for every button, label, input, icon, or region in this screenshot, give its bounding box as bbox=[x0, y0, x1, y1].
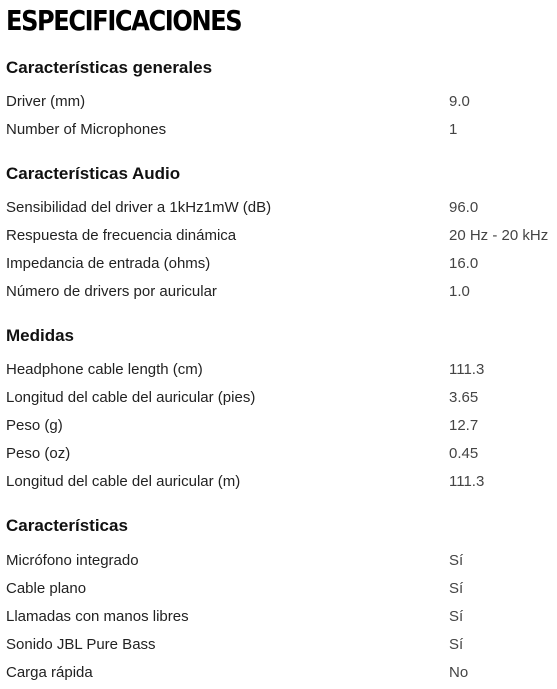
spec-row bbox=[6, 472, 557, 492]
spec-label: Headphone cable length (cm) bbox=[6, 361, 203, 378]
spec-label: Peso (oz) bbox=[6, 445, 71, 462]
spec-value: No bbox=[449, 664, 469, 681]
spec-row bbox=[6, 92, 557, 112]
spec-value: Sí bbox=[449, 580, 464, 597]
spec-value: 111.3 bbox=[449, 473, 485, 490]
spec-value: 16.0 bbox=[449, 255, 479, 272]
spec-row bbox=[6, 282, 557, 302]
spec-row bbox=[6, 120, 557, 140]
spec-row bbox=[6, 254, 557, 274]
spec-value: Sí bbox=[449, 636, 464, 653]
spec-row bbox=[6, 226, 557, 246]
spec-row bbox=[6, 607, 557, 627]
spec-value: 0.45 bbox=[449, 445, 479, 462]
spec-row bbox=[6, 444, 557, 464]
spec-label: Impedancia de entrada (ohms) bbox=[6, 255, 211, 272]
spec-row bbox=[6, 360, 557, 380]
section-heading-features: Características bbox=[6, 516, 128, 535]
spec-label: Respuesta de frecuencia dinámica bbox=[6, 227, 237, 244]
spec-row bbox=[6, 198, 557, 218]
spec-value: Sí bbox=[449, 608, 464, 625]
spec-label: Micrófono integrado bbox=[6, 552, 139, 569]
spec-row bbox=[6, 551, 557, 571]
section-heading-audio: Características Audio bbox=[6, 164, 181, 183]
spec-label: Número de drivers por auricular bbox=[6, 283, 217, 300]
spec-row bbox=[6, 635, 557, 655]
spec-value: 1 bbox=[449, 121, 458, 138]
spec-value: Sí bbox=[449, 552, 464, 569]
spec-label: Longitud del cable del auricular (pies) bbox=[6, 389, 256, 406]
section-heading-general: Características generales bbox=[6, 58, 213, 77]
section-heading-measurements: Medidas bbox=[6, 326, 75, 345]
spec-row bbox=[6, 388, 557, 408]
spec-label: Llamadas con manos libres bbox=[6, 608, 189, 625]
spec-label: Carga rápida bbox=[6, 664, 93, 681]
spec-label: Peso (g) bbox=[6, 417, 63, 434]
spec-label: Longitud del cable del auricular (m) bbox=[6, 473, 241, 490]
spec-value: 12.7 bbox=[449, 417, 479, 434]
spec-label: Sensibilidad del driver a 1kHz1mW (dB) bbox=[6, 199, 272, 216]
spec-value: 96.0 bbox=[449, 199, 479, 216]
spec-label: Sonido JBL Pure Bass bbox=[6, 636, 156, 653]
spec-row bbox=[6, 416, 557, 436]
spec-value: 3.65 bbox=[449, 389, 479, 406]
spec-value: 111.3 bbox=[449, 361, 485, 378]
spec-value: 20 Hz - 20 kHz bbox=[449, 227, 549, 244]
page-title: ESPECIFICACIONES bbox=[6, 4, 242, 37]
spec-row bbox=[6, 579, 557, 599]
spec-value: 9.0 bbox=[449, 93, 470, 110]
spec-row bbox=[6, 663, 557, 683]
spec-label: Driver (mm) bbox=[6, 93, 86, 110]
spec-value: 1.0 bbox=[449, 283, 470, 300]
spec-label: Cable plano bbox=[6, 580, 87, 597]
spec-label: Number of Microphones bbox=[6, 121, 167, 138]
